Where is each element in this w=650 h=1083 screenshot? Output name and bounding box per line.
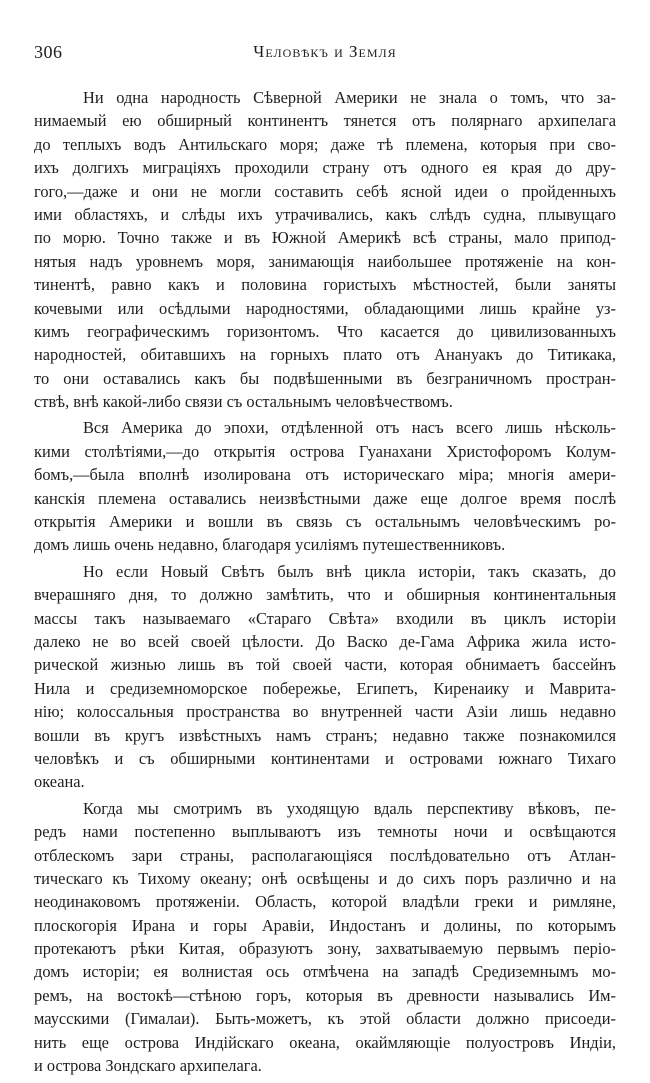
paragraph — [34, 797, 616, 1078]
text-line: Но если Новый Свѣтъ былъ внѣ цикла исторіи, такъ сказать, до — [83, 561, 616, 581]
text-line: Нила и средиземноморское побережье, Египетъ, Киренаику и Маврита- — [34, 678, 616, 698]
text-line: нятыя надъ уровнемъ моря, занимающія наибольшее протяженіе на кон- — [34, 251, 616, 271]
text-line: тическаго къ Тихому океану; онѣ освѣщены и до сихъ поръ различно и на — [34, 868, 616, 888]
text-line: гого,—даже и они не могли составить себѣ ясной идеи о пройденныхъ — [34, 181, 616, 201]
text-line: кимъ географическимъ горизонтомъ. Что касается до цивилизованныхъ — [34, 321, 616, 341]
text-line: ремъ, на востокѣ—стѣною горъ, которыя въ древности назывались Им- — [34, 985, 616, 1005]
text-line: до теплыхъ водъ Антильскаго моря; даже тѣ племена, которыя при сво- — [34, 134, 616, 154]
text-line: далеко не во всей своей цѣлости. До Васко де-Гама Африка жила истo- — [34, 631, 616, 651]
text-line: народностей, обитавшихъ на горныхъ плато отъ Анануакъ до Титикака, — [34, 345, 616, 365]
text-line: океана. — [34, 772, 85, 792]
text-line: вошли въ кругъ извѣстныхъ намъ странъ; недавно также познакомился — [34, 725, 616, 745]
text-line: ими областяхъ, и слѣды ихъ утрачивались, какъ слѣдъ судна, плывущаго — [34, 204, 616, 224]
text-line: канскія племена оставались неизвѣстными даже еще долгое время послѣ — [34, 488, 616, 508]
text-line: массы такъ называемаго «Стараго Свѣта» входили въ циклъ исторіи — [34, 608, 616, 628]
text-line: маусскими (Гималаи). Быть-можетъ, къ этой области должно присоеди- — [34, 1009, 616, 1029]
text-line: неодинаковомъ протяженіи. Область, которой владѣли греки и римляне, — [34, 892, 616, 912]
text-line: нимаемый ею обширный континентъ тянется отъ полярнаго архипелага — [34, 111, 616, 131]
text-line: нію; колоссальныя пространства во внутренней части Азіи лишь недавно — [34, 702, 616, 722]
text-line: по морю. Точно также и въ Южной Америкѣ всѣ страны, мало припод- — [34, 228, 616, 248]
text-line: рической жизнью лишь въ той своей части, которая обнимаетъ бассейнъ — [34, 655, 616, 675]
body-text — [34, 86, 616, 1080]
page-number: 306 — [34, 42, 63, 62]
text-line: и острова Зондскаго архипелага. — [34, 1056, 262, 1076]
text-line: Ни одна народность Сѣверной Америки не знала о томъ, что за- — [83, 88, 616, 107]
paragraph — [34, 416, 616, 556]
paragraph — [34, 86, 616, 413]
text-line: ихъ долгихъ миграціяхъ проходили страну отъ одного ея края до дру- — [34, 158, 616, 178]
page-header — [0, 42, 650, 64]
paragraph — [34, 560, 616, 794]
text-line: отблескомъ зари страны, располагающіяся послѣдовательно отъ Атлан- — [34, 845, 616, 865]
text-line: человѣкъ и съ обширными континентами и островами южнаго Тихаго — [34, 748, 616, 768]
text-line: то они оставались какъ бы подвѣшенными въ безграничномъ простран- — [34, 368, 616, 388]
text-line: домъ исторіи; ея волнистая ось отмѣчена на западѣ Средиземнымъ мо- — [34, 962, 616, 982]
text-line: домъ лишь очень недавно, благодаря усиліямъ путешественниковъ. — [34, 535, 506, 555]
text-line: редъ нами постепенно выплываютъ изъ темноты ночи и освѣщаются — [34, 822, 616, 842]
text-line: Вся Америка до эпохи, отдѣленной отъ насъ всего лишь нѣсколь- — [83, 418, 616, 438]
text-line: Когда мы смотримъ въ уходящую вдаль перспективу вѣковъ, пе- — [83, 798, 616, 818]
text-line: кочевыми или осѣдлыми народностями, обладающими лишь крайне уз- — [34, 298, 616, 318]
text-line: протекаютъ рѣки Китая, образуютъ зону, захватываемую первымъ періо- — [34, 939, 616, 959]
text-line: бомъ,—была вполнѣ изолирована отъ историческаго міра; многія амери- — [34, 465, 616, 485]
text-line: вчерашняго дня, то должно замѣтить, что и обширныя континентальныя — [34, 585, 616, 605]
text-line: плоскогорія Ирана и горы Аравіи, Индостанъ и долины, по которымъ — [34, 915, 616, 935]
running-title: Человѣкъ и Земля — [253, 42, 397, 61]
text-line: ствѣ, внѣ какой-либо связи съ остальнымъ человѣчествомъ. — [34, 392, 453, 412]
text-line: кими столѣтіями,—до открытія острова Гуанахани Христофоромъ Колум- — [34, 441, 616, 461]
text-line: открытія Америки и вошли въ связь съ остальнымъ человѣческимъ ро- — [34, 512, 616, 532]
text-line: тинентѣ, равно какъ и половина гористыхъ мѣстностей, были заняты — [34, 275, 616, 295]
text-line: нить еще острова Индійскаго океана, окаймляющіе полуостровъ Индіи, — [34, 1032, 616, 1052]
